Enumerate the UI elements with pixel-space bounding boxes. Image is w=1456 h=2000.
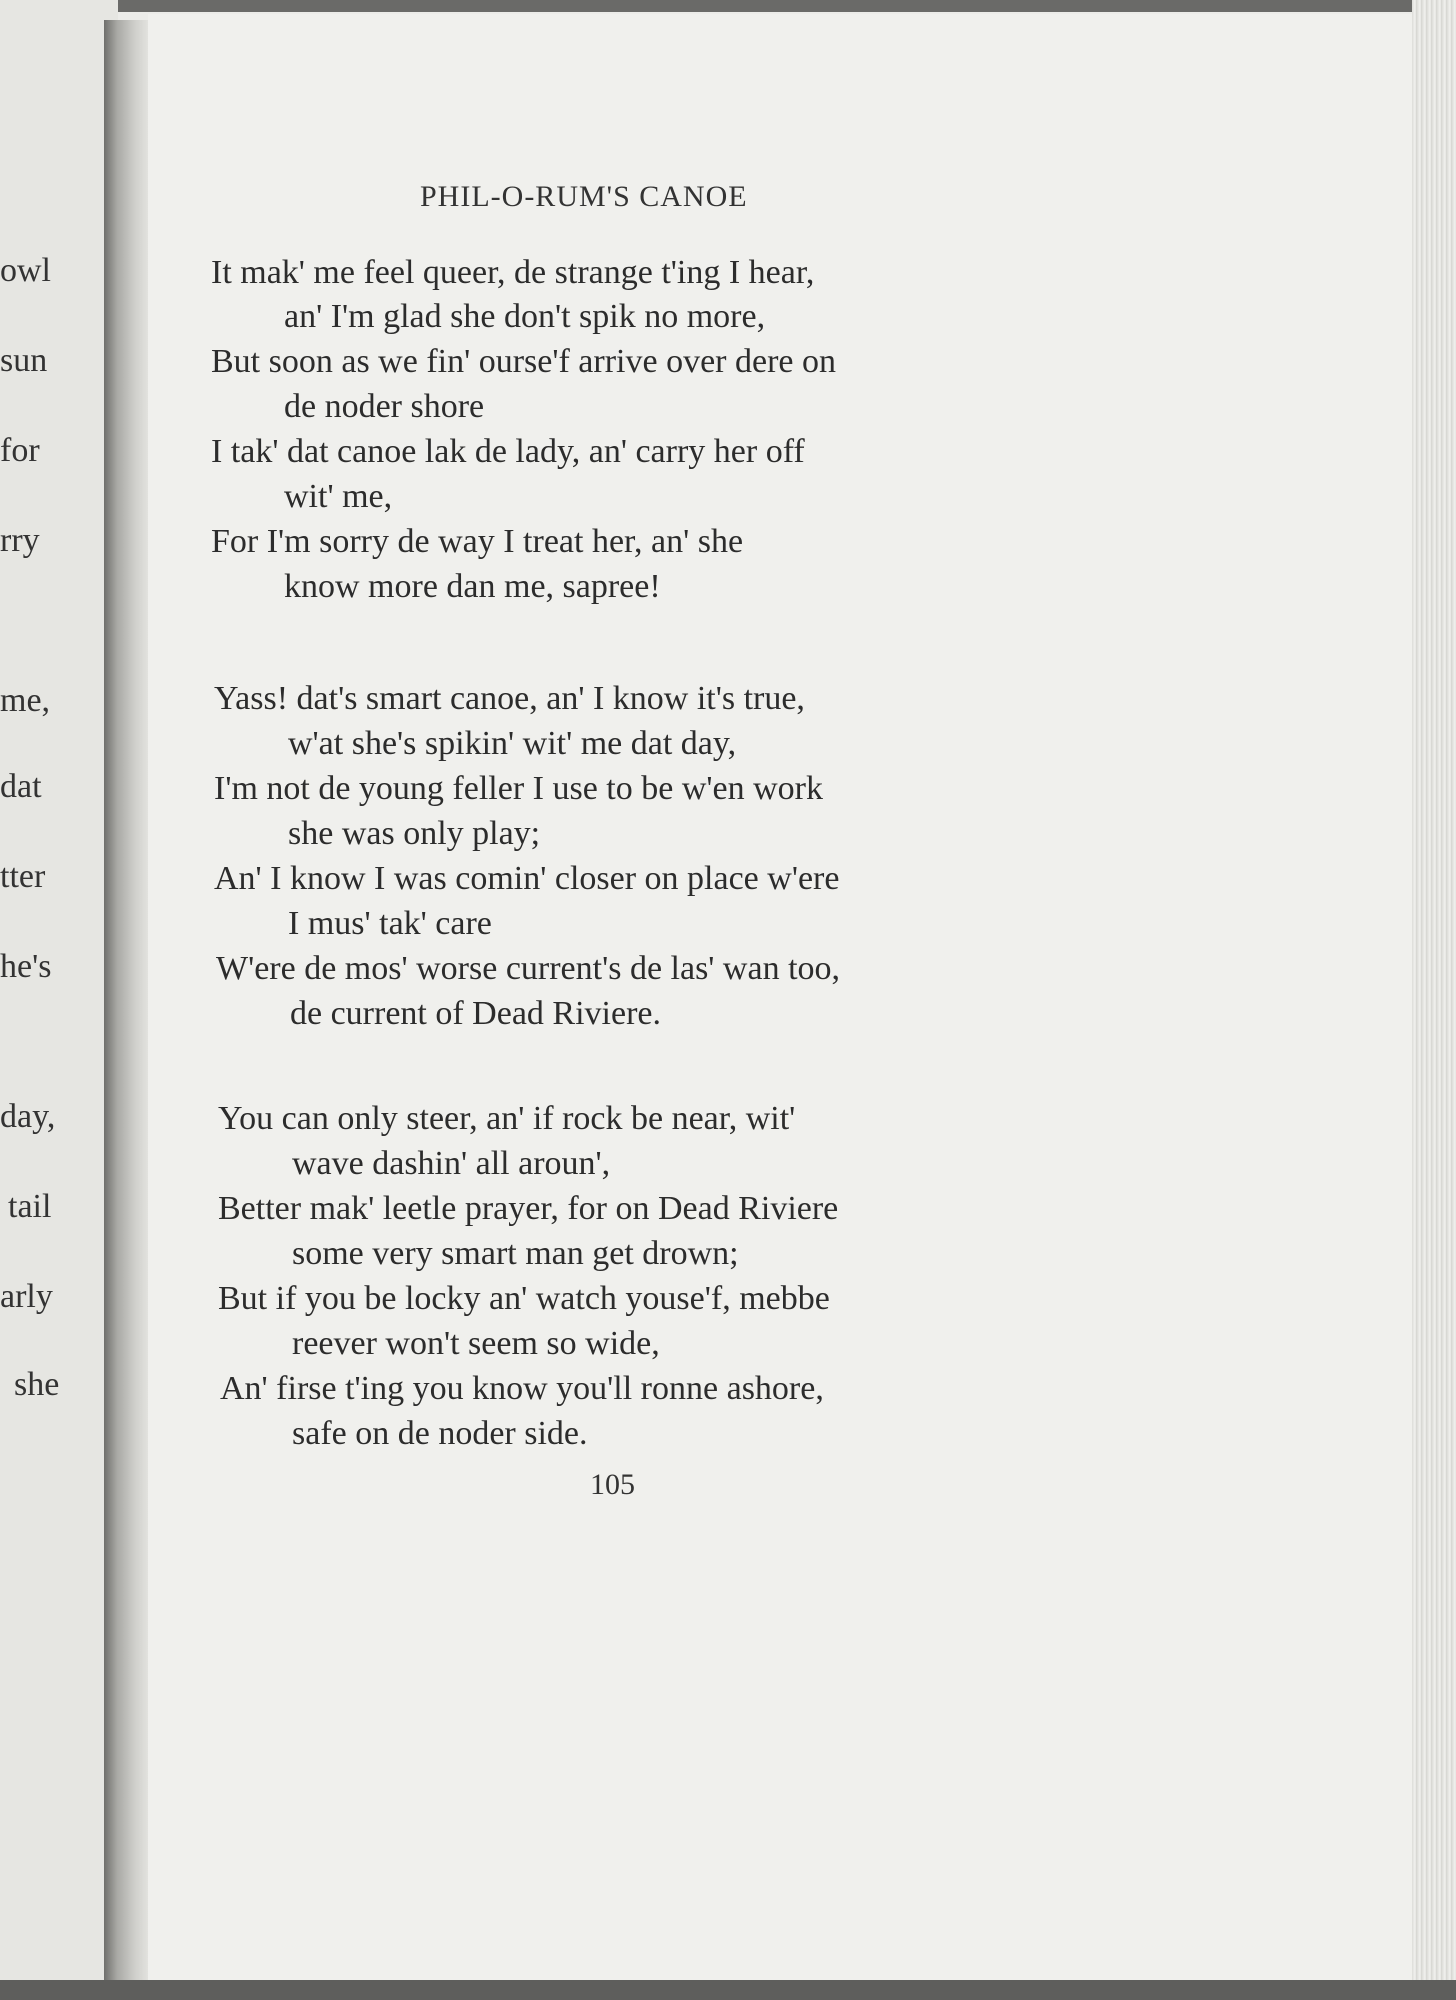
poem-line: wave dashin' all aroun', bbox=[292, 1145, 611, 1182]
poem-line: I'm not de young feller I use to be w'en work bbox=[214, 770, 823, 807]
book-gutter bbox=[104, 20, 148, 1985]
poem-line: An' I know I was comin' closer on place w'ere bbox=[214, 860, 840, 897]
left-page-fragment: owl bbox=[0, 252, 51, 289]
poem-line: an' I'm glad she don't spik no more, bbox=[284, 298, 766, 335]
left-page-fragment: arly bbox=[0, 1278, 53, 1315]
poem-line: safe on de noder side. bbox=[292, 1415, 588, 1452]
poem-line: For I'm sorry de way I treat her, an' she bbox=[211, 523, 744, 560]
poem-line: Yass! dat's smart canoe, an' I know it's true, bbox=[214, 680, 805, 717]
poem-line: Better mak' leetle prayer, for on Dead Riviere bbox=[218, 1190, 839, 1227]
scanner-bottom-edge bbox=[0, 1980, 1456, 2000]
poem-line: It mak' me feel queer, de strange t'ing I hear, bbox=[211, 254, 815, 291]
poem-line: reever won't seem so wide, bbox=[292, 1325, 660, 1362]
poem-line: de current of Dead Riviere. bbox=[290, 995, 661, 1032]
left-page-fragment: tail bbox=[8, 1188, 52, 1225]
left-page-fragment: for bbox=[0, 432, 40, 469]
poem-line: wit' me, bbox=[284, 478, 393, 515]
poem-line: w'at she's spikin' wit' me dat day, bbox=[288, 725, 737, 762]
poem-line: she was only play; bbox=[288, 815, 541, 852]
left-page-fragment: dat bbox=[0, 768, 42, 805]
poem-line: know more dan me, sapree! bbox=[284, 568, 661, 605]
left-page-fragment: she bbox=[14, 1366, 60, 1403]
poem-line: I tak' dat canoe lak de lady, an' carry her off bbox=[211, 433, 805, 470]
left-page-fragment: me, bbox=[0, 682, 51, 719]
poem-line: de noder shore bbox=[284, 388, 485, 425]
poem-line: You can only steer, an' if rock be near, wit' bbox=[218, 1100, 796, 1137]
running-head: PHIL-O-RUM'S CANOE bbox=[420, 180, 748, 213]
poem-line: An' firse t'ing you know you'll ronne ashore, bbox=[220, 1370, 824, 1407]
poem-line: some very smart man get drown; bbox=[292, 1235, 739, 1272]
left-page-fragment: sun bbox=[0, 342, 48, 379]
poem-line: But soon as we fin' ourse'f arrive over dere on bbox=[211, 343, 836, 380]
page-edges bbox=[1412, 0, 1456, 1985]
left-page-fragment: day, bbox=[0, 1098, 56, 1135]
left-page-fragment: rry bbox=[0, 522, 40, 559]
left-page-fragment: he's bbox=[0, 948, 52, 985]
left-page-fragment: tter bbox=[0, 858, 46, 895]
scanner-top-edge bbox=[0, 0, 1456, 12]
left-page bbox=[0, 0, 118, 1985]
poem-line: W'ere de mos' worse current's de las' wan too, bbox=[216, 950, 841, 987]
poem-line: I mus' tak' care bbox=[288, 905, 492, 942]
poem-line: But if you be locky an' watch youse'f, mebbe bbox=[218, 1280, 830, 1317]
page-number: 105 bbox=[590, 1468, 635, 1501]
